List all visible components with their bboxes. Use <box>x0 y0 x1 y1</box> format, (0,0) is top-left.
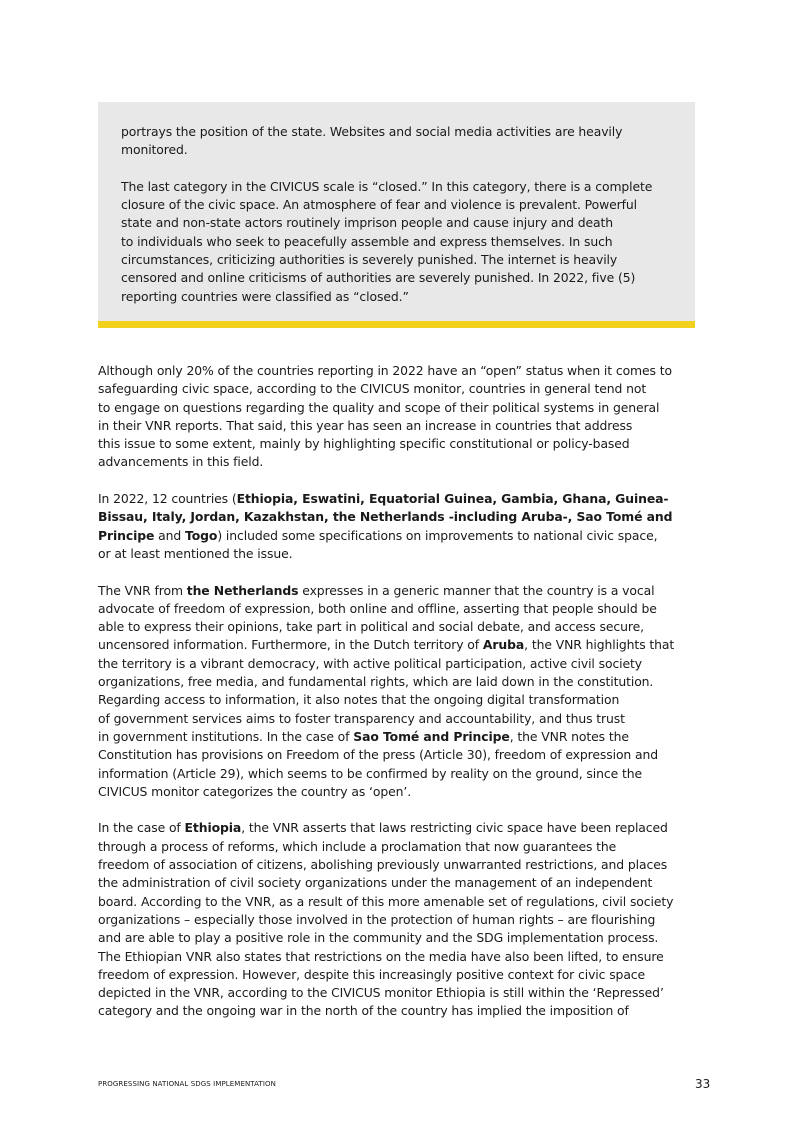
body-paragraph-4: In the case of Ethiopia, the VNR asserts that laws restricting civic space have been replaced through a process of reforms, which include a proclamation that now guarantees the freedom of association of citizens, abolishing previously unwarranted restrictions, and places the administration of civil society organizations under the management of an independent board. According to the VNR, as a result of this more amenable set of regulations, civil society organizations – especially those involved in the protection of human rights – are flourishing and are able to play a positive role in the community and the SDG implementation process. The Ethiopian VNR also states that restrictions on the media have also been lifted, to ensure freedom of expression. However, despite this increasingly positive context for civic space depicted in the VNR, according to the CIVICUS monitor Ethiopia is still within the ‘Repressed’ category and the ongoing war in the north of the country has implied the imposition of <box>98 820 674 1019</box>
callout-paragraph-1: portrays the position of the state. Websites and social media activities are heavily monitored. <box>121 124 623 158</box>
body-paragraph-2: In 2022, 12 countries (Ethiopia, Eswatini, Equatorial Guinea, Gambia, Ghana, Guinea- Bissau, Italy, Jordan, Kazakhstan, the Netherlands -including Aruba-, Sao Tomé and Principe and Togo) included some specifications on improvements to national civic space, or at least mentioned the issue. <box>98 491 673 561</box>
main-text <box>98 362 695 1021</box>
page-number: 33 <box>695 1077 711 1091</box>
callout-paragraph-2: The last category in the CIVICUS scale is “closed.” In this category, there is a complete closure of the civic space. An atmosphere of fear and violence is prevalent. Powerful state and non-state actors routinely imprison people and cause injury and death to individuals who seek to peacefully assemble and express themselves. In such circumstances, criticizing authorities is severely punished. The internet is heavily censored and online criticisms of authorities are severely punished. In 2022, five (5) reporting countries were classified as “closed.” <box>121 178 653 304</box>
callout-box <box>98 102 695 328</box>
body-paragraph-1: Although only 20% of the countries reporting in 2022 have an “open” status when it comes to safeguarding civic space, according to the CIVICUS monitor, countries in general tend not to engage on questions regarding the quality and scope of their political systems in general in their VNR reports. That said, this year has seen an increase in countries that address this issue to some extent, mainly by highlighting specific constitutional or policy-based advancements in this field. <box>98 363 672 470</box>
footer-title: PROGRESSING NATIONAL SDGS IMPLEMENTATION <box>98 1080 276 1088</box>
body-paragraph-3: The VNR from the Netherlands expresses in a generic manner that the country is a vocal advocate of freedom of expression, both online and offline, asserting that people should be able to express their opinions, take part in political and social debate, and access secure, uncensored information. Furthermore, in the Dutch territory of Aruba, the VNR highlights that the territory is a vibrant democracy, with active political participation, active civil society organizations, free media, and fundamental rights, which are laid down in the constitution. Regarding access to information, it also notes that the ongoing digital transformation of government services aims to foster transparency and accountability, and thus trust in government institutions. In the case of Sao Tomé and Principe, the VNR notes the Constitution has provisions on Freedom of the press (Article 30), freedom of expression and information (Article 29), which seems to be confirmed by reality on the ground, since the CIVICUS monitor categorizes the country as ‘open’. <box>98 582 675 799</box>
